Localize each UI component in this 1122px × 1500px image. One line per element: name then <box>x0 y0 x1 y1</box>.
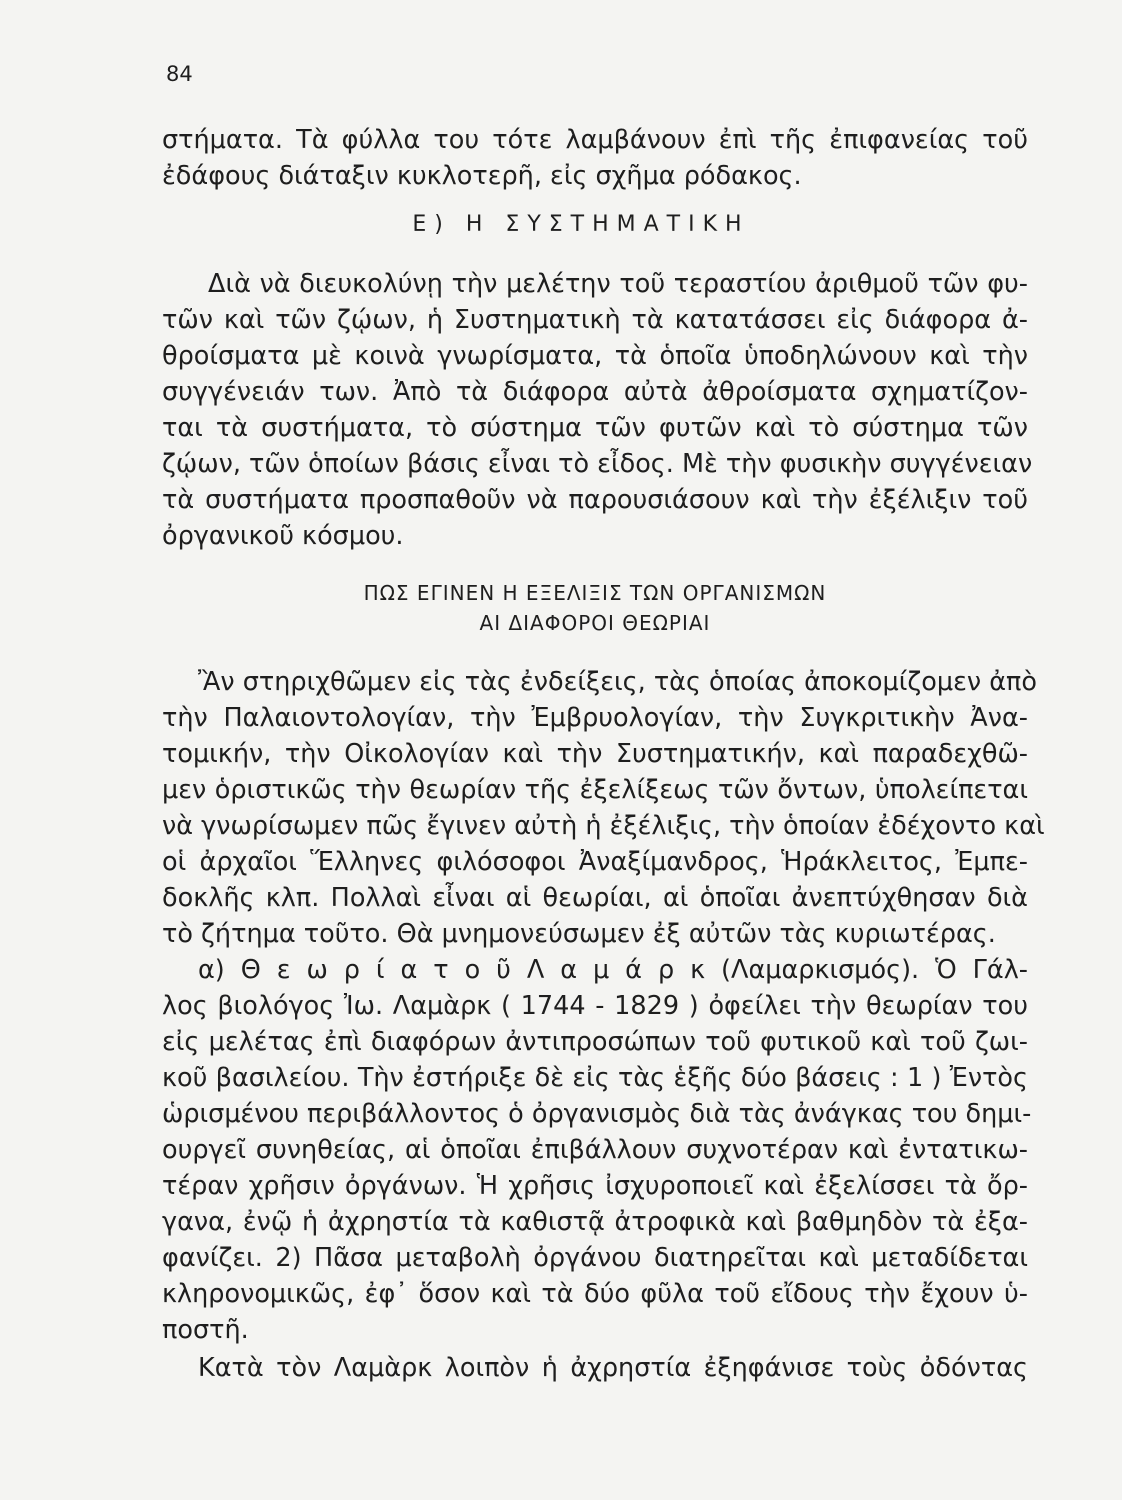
text-line: ὀργανικοῦ κόσμου. <box>162 521 404 551</box>
text-line: μεν ὁριστικῶς τὴν θεωρίαν τῆς ἐξελίξεως τῶν ὄντων, ὑπολείπεται <box>162 775 1028 805</box>
text-line: ποστῆ. <box>162 1315 249 1345</box>
text-line: ται τὰ συστήματα, τὸ σύστημα τῶν φυτῶν καὶ τὸ σύστημα τῶν <box>162 413 1028 443</box>
text-line: τὰ συστήματα προσπαθοῦν νὰ παρουσιάσουν καὶ τὴν ἐξέλιξιν τοῦ <box>162 485 1028 515</box>
section-heading <box>162 578 1028 638</box>
text-line: φανίζει. 2) Πᾶσα μεταβολὴ ὀργάνου διατηρεῖται καὶ μεταδίδεται <box>162 1243 1028 1273</box>
text-line: Διὰ νὰ διευκολύνῃ τὴν μελέτην τοῦ τεραστίου ἀριθμοῦ τῶν φυ- <box>208 269 1028 299</box>
text-line: στήματα. Τὰ φύλλα του τότε λαμβάνουν ἐπὶ τῆς ἐπιφανείας τοῦ <box>162 125 1028 155</box>
theories-paragraph <box>162 664 1045 952</box>
text-line: εἰς μελέτας ἐπὶ διαφόρων ἀντιπροσώπων τοῦ φυτικοῦ καὶ τοῦ ζωι- <box>162 1027 1028 1057</box>
text-line: τὸ ζήτημα τοῦτο. Θὰ μνημονεύσωμεν ἐξ αὐτῶν τὰς κυριωτέρας. <box>162 919 996 949</box>
text-line: τῶν καὶ τῶν ζῴων, ἡ Συστηματικὴ τὰ κατατάσσει εἰς διάφορα ἀ- <box>162 305 1028 335</box>
lamarck-paragraph <box>162 952 1032 1348</box>
systematics-paragraph <box>162 266 1033 554</box>
final-paragraph <box>162 1350 1028 1386</box>
text-line: τὴν Παλαιοντολογίαν, τὴν Ἐμβρυολογίαν, τὴν Συγκριτικὴν Ἀνα- <box>162 703 1028 733</box>
text-line: κοῦ βασιλείου. Τὴν ἐστήριξε δὲ εἰς τὰς ἑξῆς δύο βάσεις : 1 ) Ἐντὸς <box>162 1063 1028 1093</box>
text-line: α) Θ ε ω ρ ί α τ ο ῦ Λ α μ ά ρ κ (Λαμαρκισμός). Ὁ Γάλ- <box>198 955 1028 985</box>
text-line: δοκλῆς κλπ. Πολλαὶ εἶναι αἱ θεωρίαι, αἱ ὁποῖαι ἀνεπτύχθησαν διὰ <box>162 883 1028 913</box>
text-line: Κατὰ τὸν Λαμὰρκ λοιπὸν ἡ ἀχρηστία ἐξηφάνισε τοὺς ὀδόντας <box>198 1353 1028 1383</box>
intro-paragraph <box>162 122 1028 194</box>
text-line: θροίσματα μὲ κοινὰ γνωρίσματα, τὰ ὁποῖα ὑποδηλώνουν καὶ τὴν <box>162 341 1028 371</box>
text-line: οἱ ἀρχαῖοι Ἕλληνες φιλόσοφοι Ἀναξίμανδρος, Ἡράκλειτος, Ἐμπε- <box>162 847 1028 877</box>
text-line: ζῴων, τῶν ὁποίων βάσις εἶναι τὸ εἶδος. Μὲ τὴν φυσικὴν συγγένειαν <box>162 449 1033 479</box>
page-number: 84 <box>166 62 193 86</box>
text-line: ὡρισμένου περιβάλλοντος ὁ ὀργανισμὸς διὰ τὰς ἀνάγκας του δημι- <box>162 1099 1032 1129</box>
text-line: τομικήν, τὴν Οἰκολογίαν καὶ τὴν Συστηματικήν, καὶ παραδεχθῶ- <box>162 739 1028 769</box>
text-line: λος βιολόγος Ἰω. Λαμὰρκ ( 1744 - 1829 ) ὀφείλει τὴν θεωρίαν του <box>162 991 1028 1021</box>
section-e-title: Ε) Η ΣΥΣΤΗΜΑΤΙΚΗ <box>412 212 750 237</box>
text-line: Ἂν στηριχθῶμεν εἰς τὰς ἐνδείξεις, τὰς ὁποίας ἀποκομίζομεν ἀπὸ <box>198 667 1037 697</box>
section-heading-line: ΑΙ ΔΙΑΦΟΡΟΙ ΘΕΩΡΙΑΙ <box>479 611 711 635</box>
text-line: ουργεῖ συνηθείας, αἱ ὁποῖαι ἐπιβάλλουν συχνοτέραν καὶ ἐντατικω- <box>162 1135 1028 1165</box>
text-line: γανα, ἐνῷ ἡ ἀχρηστία τὰ καθιστᾷ ἀτροφικὰ καὶ βαθμηδὸν τὰ ἐξα- <box>162 1207 1028 1237</box>
text-line: συγγένειάν των. Ἀπὸ τὰ διάφορα αὐτὰ ἀθροίσματα σχηματίζον- <box>162 377 1028 407</box>
text-line: κληρονομικῶς, ἐφ᾽ ὅσον καὶ τὰ δύο φῦλα τοῦ εἴδους τὴν ἔχουν ὑ- <box>162 1279 1028 1309</box>
text-line: τέραν χρῆσιν ὀργάνων. Ἡ χρῆσις ἰσχυροποιεῖ καὶ ἐξελίσσει τὰ ὄρ- <box>162 1171 1028 1201</box>
section-heading-line: ΠΩΣ ΕΓΙΝΕΝ Η ΕΞΕΛΙΞΙΣ ΤΩΝ ΟΡΓΑΝΙΣΜΩΝ <box>363 581 827 605</box>
text-line: νὰ γνωρίσωμεν πῶς ἔγινεν αὐτὴ ἡ ἐξέλιξις, τὴν ὁποίαν ἐδέχοντο καὶ <box>162 811 1045 841</box>
text-line: ἐδάφους διάταξιν κυκλοτερῆ, εἰς σχῆμα ρόδακος. <box>162 161 802 191</box>
